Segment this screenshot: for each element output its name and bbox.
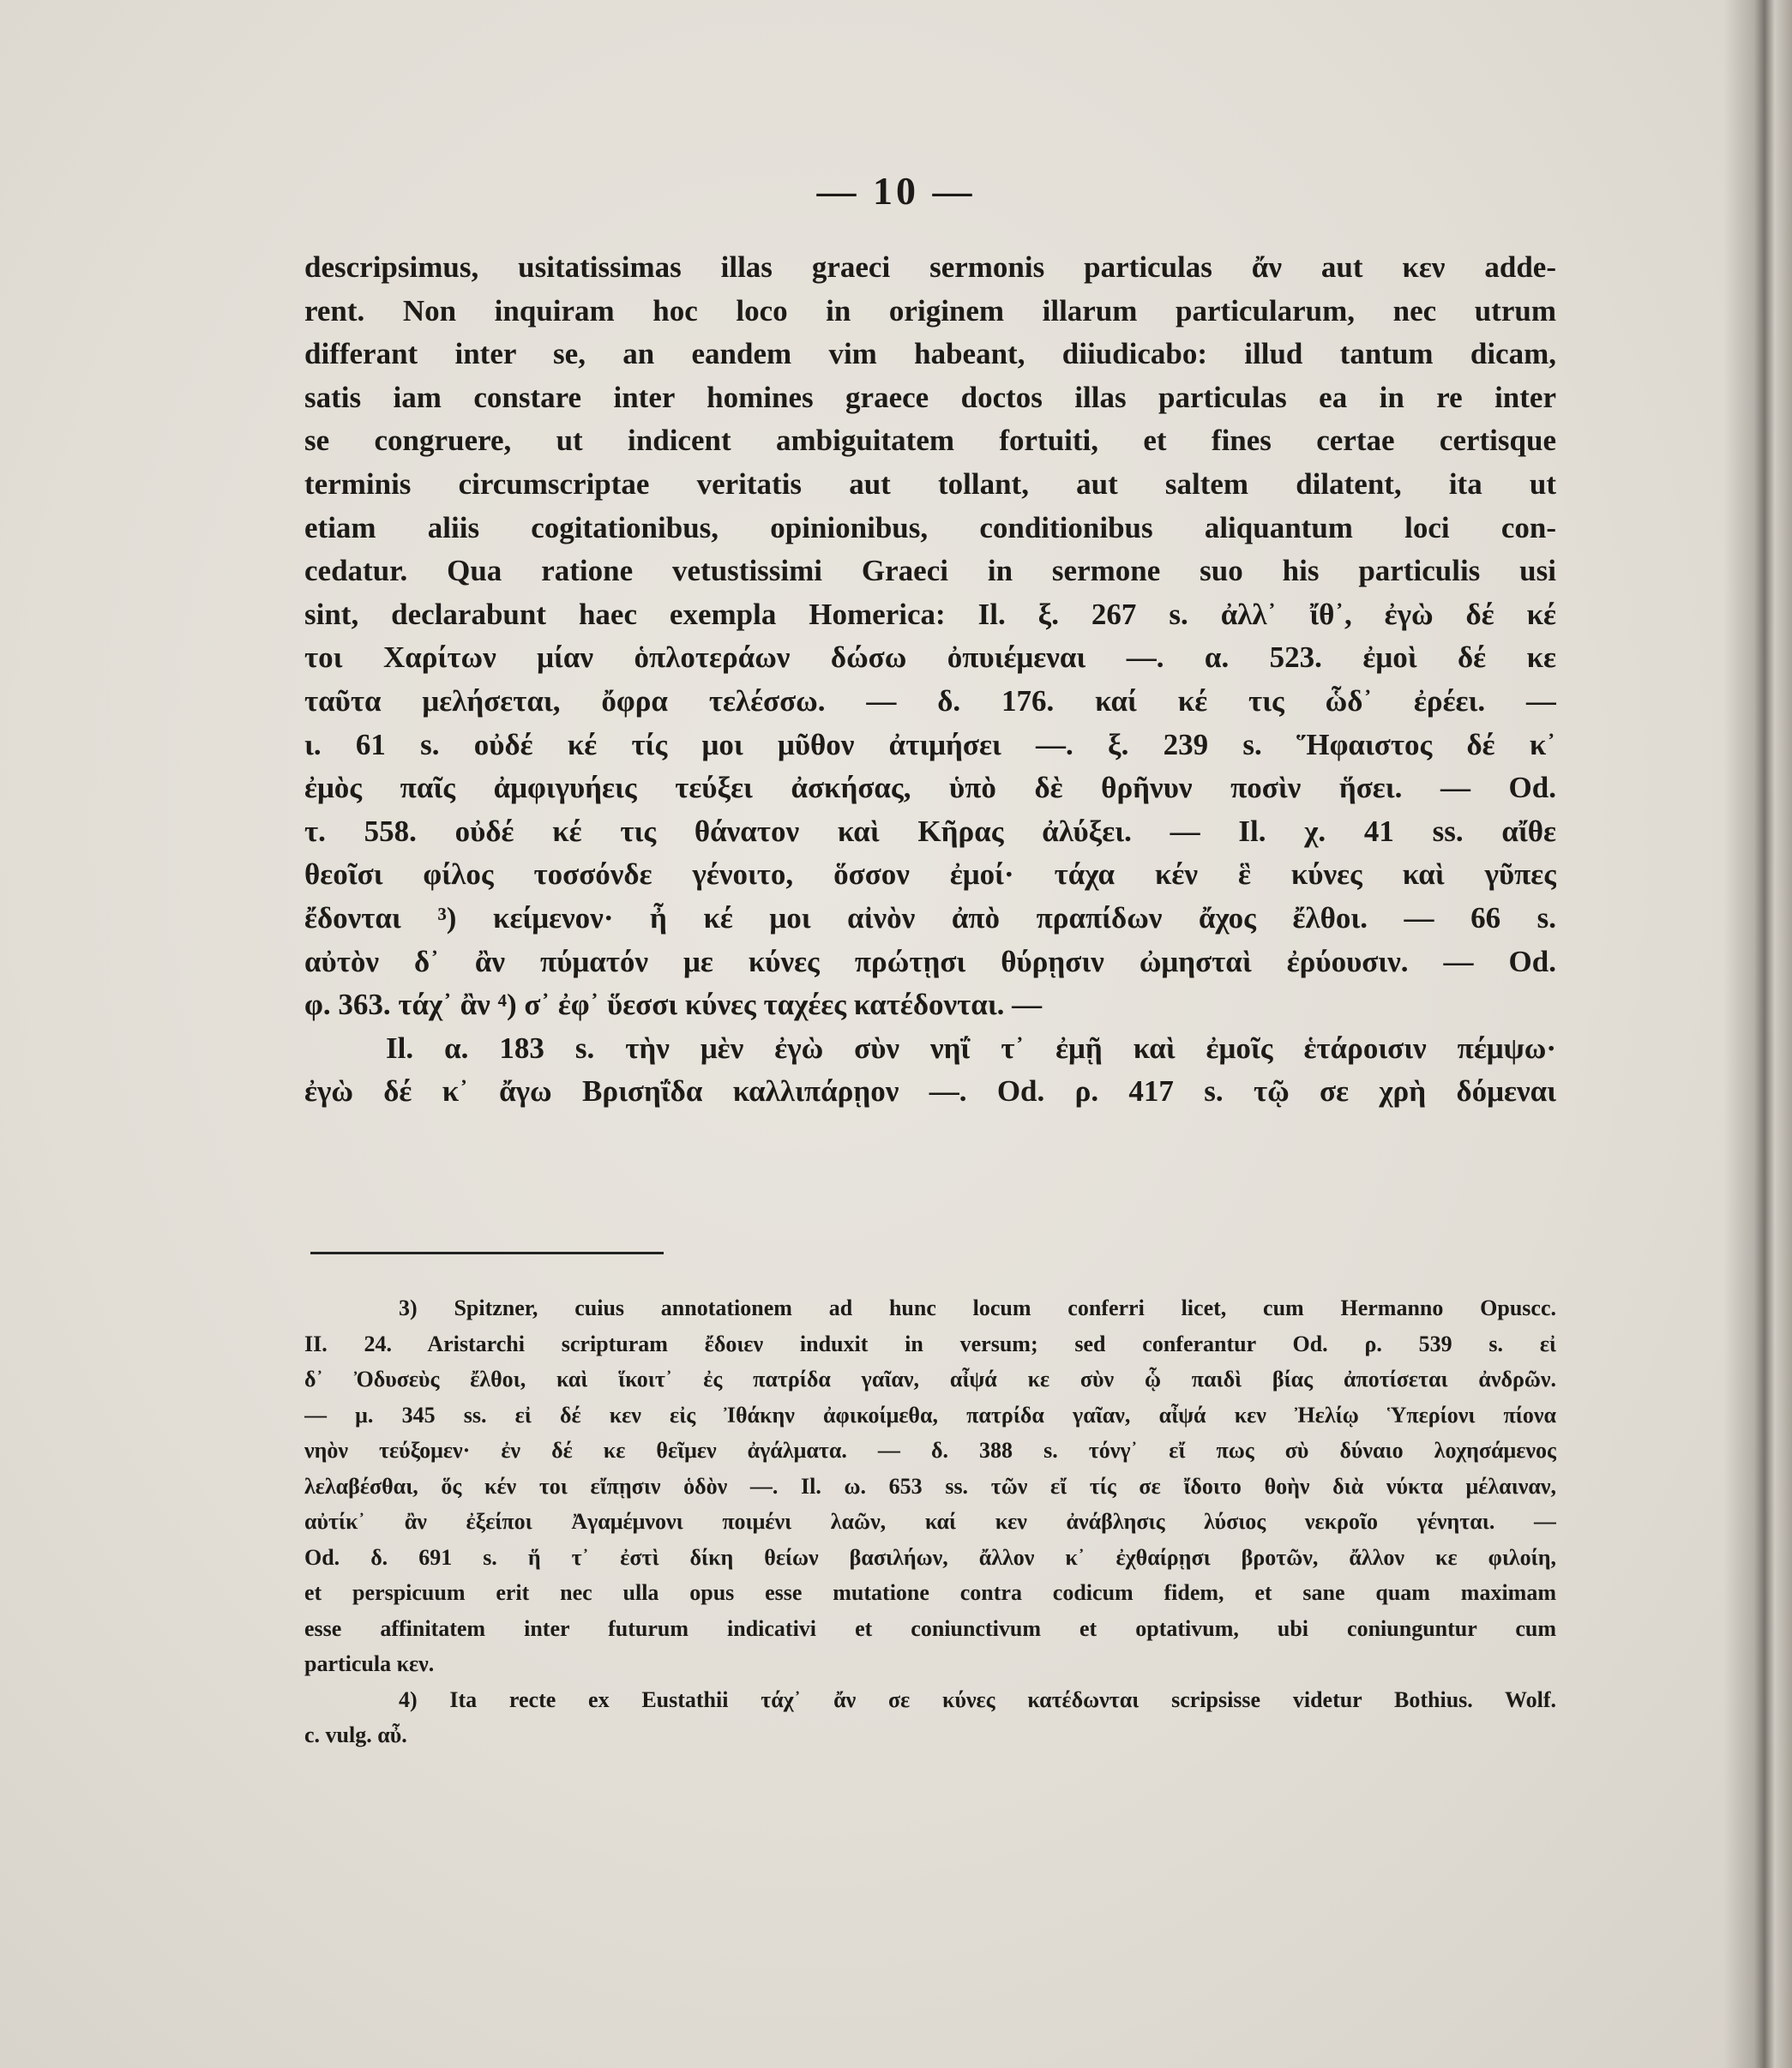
text-line: ταῦτα μελήσεται, ὄφρα τελέσσω. — δ. 176. καί κέ τις ὧδ᾽ ἐρέει. — bbox=[304, 683, 1556, 718]
text-line: φ. 363. τάχ᾽ ἂν ⁴) σ᾽ ἐφ᾽ ὕεσσι κύνες ταχέες κατέδονται. — bbox=[304, 988, 1043, 1022]
footnote-line: II. 24. Aristarchi scripturam ἔδοιεν induxit in versum; sed conferantur Od. ρ. 539 s. εἰ bbox=[304, 1331, 1556, 1356]
text-line: ἐγὼ δέ κ᾽ ἄγω Βρισηΐδα καλλιπάρῃον —. Od. ρ. 417 s. τῷ σε χρὴ δόμεναι bbox=[304, 1074, 1556, 1109]
footnote-line: αὐτίκ᾽ ἂν ἐξείποι Ἀγαμέμνονι ποιμένι λαῶν, καί κεν ἀνάβλησις λύσιος νεκροῖο γένηται. — bbox=[304, 1509, 1556, 1534]
text-line: sint, declarabunt haec exempla Homerica: Il. ξ. 267 s. ἀλλ᾽ ἴθ᾽, ἐγὼ δέ κέ bbox=[304, 597, 1556, 631]
footnote-line: 3) Spitzner, cuius annotationem ad hunc locum conferri licet, cum Hermanno Opuscc. bbox=[399, 1296, 1556, 1320]
text-line: satis iam constare inter homines graece doctos illas particulas ea in re inter bbox=[304, 380, 1556, 414]
text-line: τ. 558. οὐδέ κέ τις θάνατον καὶ Κῆρας ἀλύξει. — Il. χ. 41 ss. αἴθε bbox=[304, 814, 1556, 848]
footnote-line: esse affinitatem inter futurum indicativi et coniunctivum et optativum, ubi coniunguntur cum bbox=[304, 1615, 1556, 1641]
footnote-line: et perspicuum erit nec ulla opus esse mutatione contra codicum fidem, et sane quam maximam bbox=[304, 1580, 1556, 1605]
text-line: rent. Non inquiram hoc loco in originem illarum particularum, nec utrum bbox=[304, 293, 1556, 328]
footnote-line: — μ. 345 ss. εἰ δέ κεν εἰς Ἰθάκην ἀφικοίμεθα, πατρίδα γαῖαν, αἶψά κεν Ἠελίῳ Ὑπερίονι πίονα bbox=[304, 1402, 1556, 1428]
text-line: etiam aliis cogitationibus, opinionibus, conditionibus aliquantum loci con- bbox=[304, 510, 1556, 544]
text-line: τοι Χαρίτων μίαν ὁπλοτεράων δώσω ὀπυιέμεναι —. α. 523. ἐμοὶ δέ κε bbox=[304, 640, 1556, 675]
footnote-line: δ᾽ Ὀδυσεὺς ἔλθοι, καὶ ἵκοιτ᾽ ἐς πατρίδα γαῖαν, αἶψά κε σὺν ᾧ παιδὶ βίας ἀποτίσεται ἀνδρῶν. bbox=[304, 1367, 1556, 1392]
footnote-line: Od. δ. 691 s. ἥ τ᾽ ἐστὶ δίκη θείων βασιλήων, ἄλλον κ᾽ ἐχθαίρῃσι βροτῶν, ἄλλον κε φιλοίη, bbox=[304, 1544, 1556, 1570]
page-number: — 10 — bbox=[816, 169, 976, 213]
text-line: differant inter se, an eandem vim habeant, diiudicabo: illud tantum dicam, bbox=[304, 337, 1556, 371]
text-line: se congruere, ut indicent ambiguitatem fortuiti, et fines certae certisque bbox=[304, 424, 1556, 458]
text-line: descripsimus, usitatissimas illas graeci sermonis particulas ἄν aut κεν adde- bbox=[304, 250, 1556, 284]
spine-shadow bbox=[1723, 0, 1792, 2068]
text-line: ἔδονται ³) κείμενον· ἦ κέ μοι αἰνὸν ἀπὸ πραπίδων ἄχος ἔλθοι. — 66 s. bbox=[304, 900, 1556, 935]
main-text bbox=[304, 246, 1556, 1114]
footnote-line: c. vulg. αὖ. bbox=[304, 1722, 407, 1747]
text-line: cedatur. Qua ratione vetustissimi Graeci in sermone suo his particulis usi bbox=[304, 554, 1556, 588]
footnote-divider bbox=[310, 1252, 664, 1254]
text-line: Il. α. 183 s. τὴν μὲν ἐγὼ σὺν νηΐ τ᾽ ἐμῇ καὶ ἐμοῖς ἑτάροισιν πέμψω· bbox=[386, 1031, 1556, 1065]
text-line: θεοῖσι φίλος τοσσόνδε γένοιτο, ὅσσον ἐμοί· τάχα κέν ἓ κύνες καὶ γῦπες bbox=[304, 857, 1556, 892]
text-line: ι. 61 s. οὐδέ κέ τίς μοι μῦθον ἀτιμήσει —. ξ. 239 s. Ἥφαιστος δέ κ᾽ bbox=[304, 727, 1556, 761]
footnotes bbox=[304, 1290, 1556, 1753]
footnote-line: λελαβέσθαι, ὅς κέν τοι εἴπῃσιν ὁδὸν —. Il. ω. 653 ss. τῶν εἴ τίς σε ἴδοιτο θοὴν διὰ νύκτα μέλαιναν, bbox=[304, 1473, 1556, 1499]
text-line: terminis circumscriptae veritatis aut tollant, aut saltem dilatent, ita ut bbox=[304, 466, 1556, 501]
footnote-line: particula κεν. bbox=[304, 1651, 435, 1676]
text-line: αὐτὸν δ᾽ ἂν πύματόν με κύνες πρώτῃσι θύρῃσιν ὠμησταὶ ἐρύουσιν. — Od. bbox=[304, 944, 1556, 978]
footnote-line: 4) Ita recte ex Eustathii τάχ᾽ ἄν σε κύνες κατέδωνται scripsisse videtur Bothius. Wolf. bbox=[399, 1686, 1556, 1712]
text-line: ἐμὸς παῖς ἀμφιγυήεις τεύξει ἀσκήσας, ὑπὸ δὲ θρῆνυν ποσὶν ἥσει. — Od. bbox=[304, 771, 1556, 805]
footnote-line: νηὸν τεύξομεν· ἐν δέ κε θεῖμεν ἀγάλματα. — δ. 388 s. τόνγ᾽ εἴ πως σὺ δύναιο λοχησάμενος bbox=[304, 1438, 1556, 1463]
